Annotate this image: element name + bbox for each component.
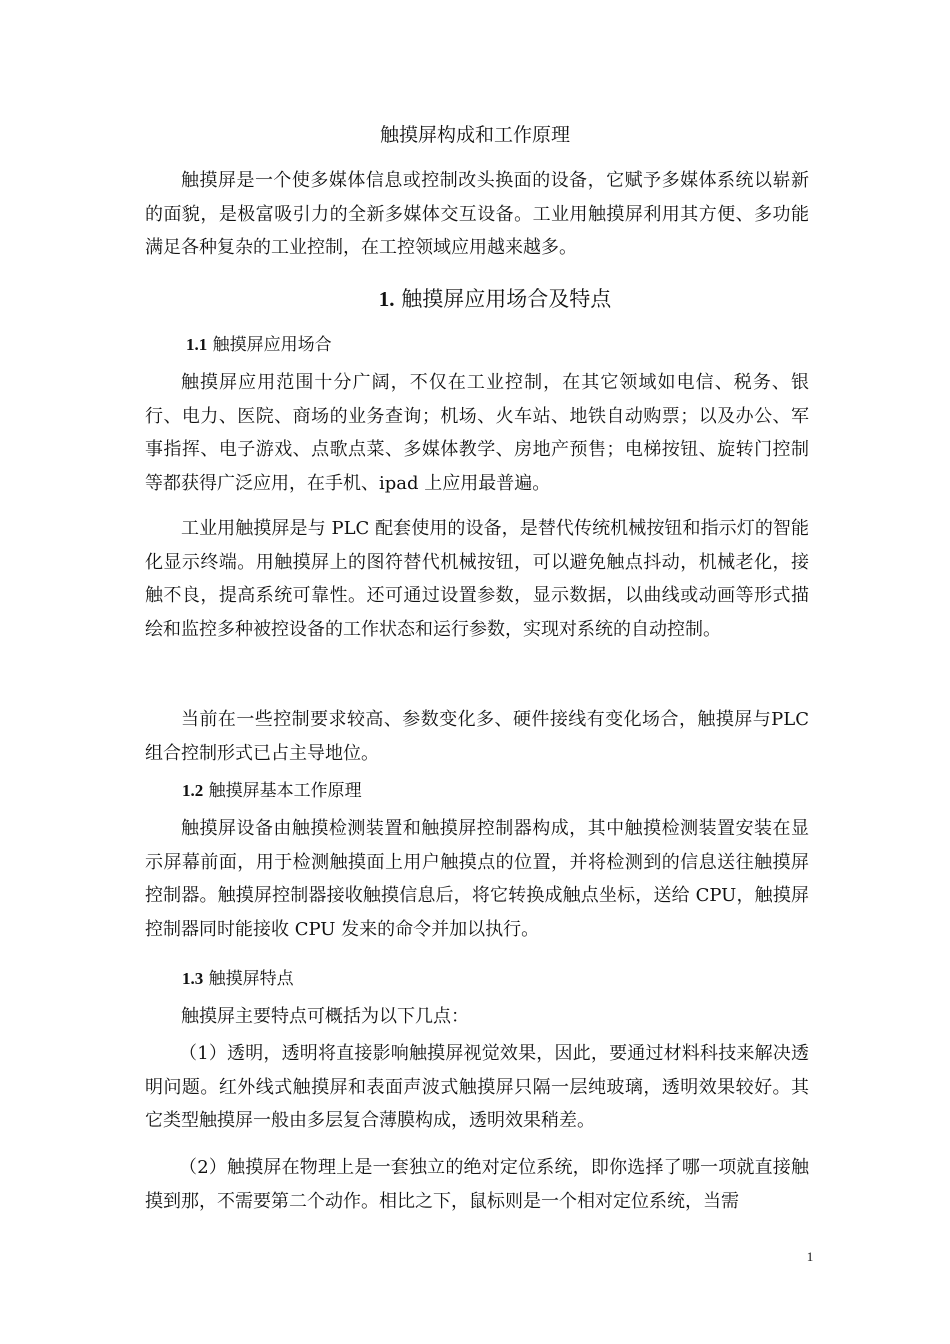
section-1-1-paragraph-2: 工业用触摸屏是与 PLC 配套使用的设备，是替代传统机械按钮和指示灯的智能化显示终端。用触摸屏上的图符替代机械按钮，可以避免触点抖动，机械老化，接触不良，提高系统可靠性。还可通过设置参数，显示数据，以曲线或动画等形式描绘和监控多种被控设备的工作状态和运行参数，实现对系统的自动控制。: [145, 518, 809, 640]
section-1-2-number: 1.2: [182, 781, 204, 800]
section-1-heading: [0, 282, 950, 316]
document-title: 触摸屏构成和工作原理: [379, 124, 570, 146]
section-1-1-paragraph-1: 触摸屏应用范围十分广阔，不仅在工业控制，在其它领域如电信、税务、银行、电力、医院、商场的业务查询；机场、火车站、地铁自动购票；以及办公、军事指挥、电子游戏、点歌点菜、多媒体教学、房地产预售；电梯按钮、旋转门控制等都获得广泛应用，在手机、ipad 上应用最普遍。: [145, 372, 809, 494]
section-1-1-heading: [186, 331, 332, 359]
section-1-title: 触摸屏应用场合及特点: [394, 287, 612, 311]
section-1-3-item-2: （2）触摸屏在物理上是一套独立的绝对定位系统，即你选择了哪一项就直接触摸到那，不需要第二个动作。相比之下，鼠标则是一个相对定位系统，当需: [145, 1157, 809, 1212]
section-1-3-title: 触摸屏特点: [203, 969, 294, 989]
section-1-3-number: 1.3: [182, 969, 204, 988]
section-1-number: 1.: [378, 287, 395, 311]
section-1-1-title: 触摸屏应用场合: [207, 335, 332, 355]
section-1-1-number: 1.1: [186, 335, 208, 354]
section-1-3-heading: [182, 965, 294, 993]
section-1-3-item-1: （1）透明，透明将直接影响触摸屏视觉效果，因此，要通过材料科技来解决透明问题。红外线式触摸屏和表面声波式触摸屏只隔一层纯玻璃，透明效果较好。其它类型触摸屏一般由多层复合薄膜构成，透明效果稍差。: [145, 1043, 809, 1131]
section-1-2-heading: [182, 777, 362, 805]
section-1-2-title: 触摸屏基本工作原理: [203, 781, 362, 801]
page-number: 1: [806, 1249, 814, 1264]
section-1-1-paragraph-3: 当前在一些控制要求较高、参数变化多、硬件接线有变化场合，触摸屏与PLC 组合控制形式已占主导地位。: [145, 709, 809, 764]
section-1-2-paragraph-1: 触摸屏设备由触摸检测装置和触摸屏控制器构成，其中触摸检测装置安装在显示屏幕前面，用于检测触摸面上用户触摸点的位置，并将检测到的信息送往触摸屏控制器。触摸屏控制器接收触摸信息后，将它转换成触点坐标，送给 CPU，触摸屏控制器同时能接收 CPU 发来的命令并加以执行。: [145, 818, 809, 940]
section-1-3-lead: 触摸屏主要特点可概括为以下几点：: [181, 1006, 469, 1027]
intro-paragraph: 触摸屏是一个使多媒体信息或控制改头换面的设备，它赋予多媒体系统以崭新的面貌，是极富吸引力的全新多媒体交互设备。工业用触摸屏利用其方便、多功能满足各种复杂的工业控制，在工控领域应用越来越多。: [145, 170, 809, 258]
